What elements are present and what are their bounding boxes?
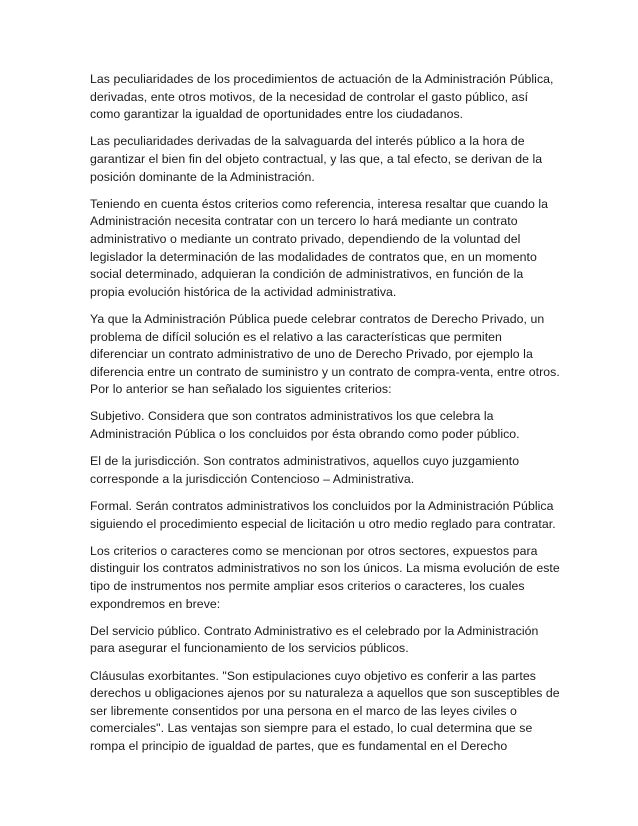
paragraph-criterio-formal: Formal. Serán contratos administrativos los concluidos por la Administración Pública siguiendo el procedimiento especial de licitación u otro medio reglado para contratar.	[90, 499, 556, 531]
paragraph-contrato-administrativo-o-privado: Teniendo en cuenta éstos criterios como referencia, interesa resaltar que cuando la Administración necesita contratar con un tercero lo hará mediante un contrato administrativo o mediante un contrato privado, dependiendo de la voluntad del legislador la determinación de las modalidades de contratos que, en un momento social determinado, adquieran la condición de administrativos, en función de la propia evolución histórica de la actividad administrativa.	[90, 196, 549, 299]
paragraph-otros-criterios: Los criterios o caracteres como se mencionan por otros sectores, expuestos para distinguir los contratos administrativos no son los únicos. La misma evolución de este tipo de instrumentos nos permite ampliar esos criterios o caracteres, los cuales expondremos en breve:	[90, 543, 560, 611]
paragraph-salvaguarda-interes-publico: Las peculiaridades derivadas de la salvaguarda del interés público a la hora de garantizar el bien fin del objeto contractual, y las que, a tal efecto, se derivan de la posición dominante de la Administración.	[90, 134, 543, 184]
paragraph-criterio-subjetivo: Subjetivo. Considera que son contratos administrativos los que celebra la Administración Pública o los concluidos por ésta obrando como poder público.	[90, 409, 520, 442]
paragraph-servicio-publico: Del servicio público. Contrato Administrativo es el celebrado por la Administración para asegurar el funcionamiento de los servicios públicos.	[90, 623, 539, 656]
document-body	[90, 71, 560, 765]
paragraph-criterio-jurisdiccion: El de la jurisdicción. Son contratos administrativos, aquellos cuyo juzgamiento corresponde a la jurisdicción Contencioso – Administrativa.	[90, 454, 520, 486]
paragraph-peculiaridades-procedimientos: Las peculiaridades de los procedimientos de actuación de la Administración Pública, derivadas, ente otros motivos, de la necesidad de controlar el gasto público, así como garantizar la igualdad de oportunidades entre los ciudadanos.	[90, 72, 554, 122]
paragraph-criterios-diferenciacion: Ya que la Administración Pública puede celebrar contratos de Derecho Privado, un problema de difícil solución es el relativo a las características que permiten diferenciar un contrato administrativo de uno de Derecho Privado, por ejemplo la diferencia entre un contrato de suministro y un contrato de compra-venta, entre otros. Por lo anterior se han señalado los siguientes criterios:	[90, 311, 560, 397]
paragraph-clausulas-exorbitantes: Cláusulas exorbitantes. "Son estipulaciones cuyo objetivo es conferir a las partes derechos u obligaciones ajenos por su naturaleza a aquellos que son susceptibles de ser libremente consentidos por una persona en el marco de las leyes civiles o comerciales". Las ventajas son siempre para el estado, lo cual determina que se rompa el principio de igualdad de partes, que es fundamental en el Derecho	[90, 668, 560, 753]
